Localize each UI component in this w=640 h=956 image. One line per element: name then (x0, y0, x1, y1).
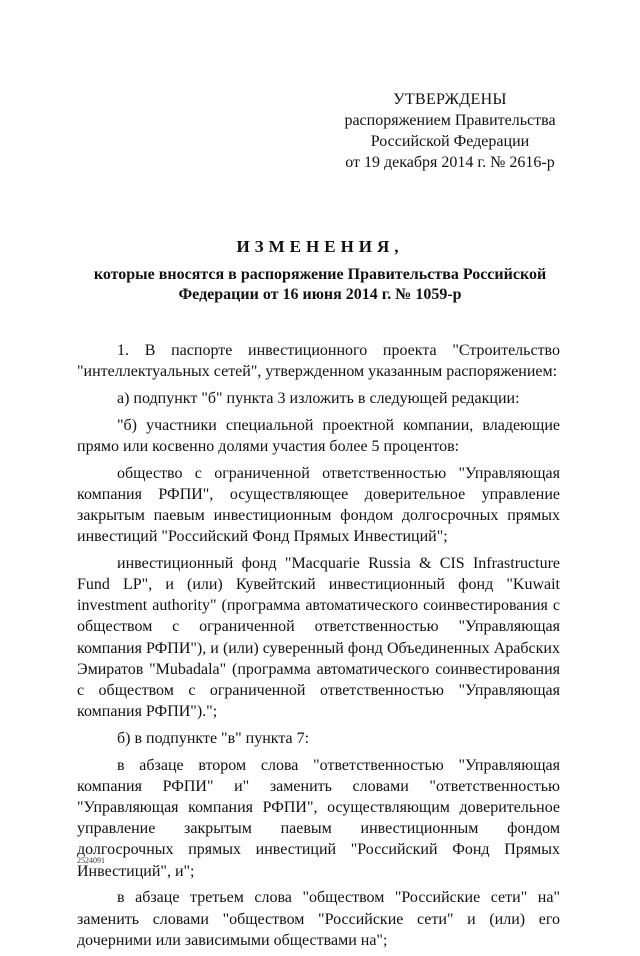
document-subheading (85, 265, 555, 305)
paragraph-7: в абзаце втором слова "ответственностью "Управляющая компания РФПИ" и" заменить словами "ответственностью "Управляющая компания РФПИ", осуществляющим доверительное управление закрытым паевым инвестиционным фондом долгосрочных прямых инвестиций "Российский Фонд Прямых Инвестиций", и"; (77, 756, 560, 880)
document-heading: ИЗМЕНЕНИЯ, (236, 237, 404, 256)
paragraph-8: в абзаце третьем слова "обществом "Российские сети" на" заменить словами "обществом "Российские сети" и (или) его дочерними или зависимыми обществами на"; (77, 889, 560, 949)
approval-line-2: Российской Федерации (370, 133, 530, 150)
approval-title: УТВЕРЖДЕНЫ (393, 91, 507, 108)
approval-line-3: от 19 декабря 2014 г. № 2616-р (345, 154, 555, 171)
document-code: 2524091 (77, 856, 105, 865)
paragraph-5: инвестиционный фонд "Macquarie Russia & CIS Infrastructure Fund LP", и (или) Кувейтский инвестиционный фонд "Kuwait investment authority" (программа автоматического соинвестирования с обществом с ограниченной ответственностью "Управляющая компания РФПИ"), и (или) суверенный фонд Объединенных Арабских Эмиратов "Mubadala" (программа автоматического соинвестирования с обществом с ограниченной ответственностью "Управляющая компания РФПИ")."; (77, 554, 560, 721)
paragraph-4: общество с ограниченной ответственностью "Управляющая компания РФПИ", осуществляющее доверительное управление закрытым паевым инвестиционным фондом долгосрочных прямых инвестиций "Российский Фонд Прямых Инвестиций"; (77, 464, 560, 546)
subheading-line-2: Федерации от 16 июня 2014 г. № 1059-р (178, 286, 462, 303)
paragraph-6: б) в подпункте "в" пункта 7: (117, 729, 310, 747)
subheading-line-1: которые вносятся в распоряжение Правительства Российской (93, 266, 547, 283)
approval-line-1: распоряжением Правительства (344, 112, 556, 129)
document-body (77, 340, 560, 956)
paragraph-1: 1. В паспорте инвестиционного проекта "Строительство "интеллектуальных сетей", утвержденном указанным распоряжением: (77, 342, 560, 381)
paragraph-2: а) подпункт "б" пункта 3 изложить в следующей редакции: (117, 389, 520, 407)
approval-block (330, 89, 570, 173)
paragraph-3: "б) участники специальной проектной компании, владеющие прямо или косвенно долями участия более 5 процентов: (77, 416, 560, 455)
